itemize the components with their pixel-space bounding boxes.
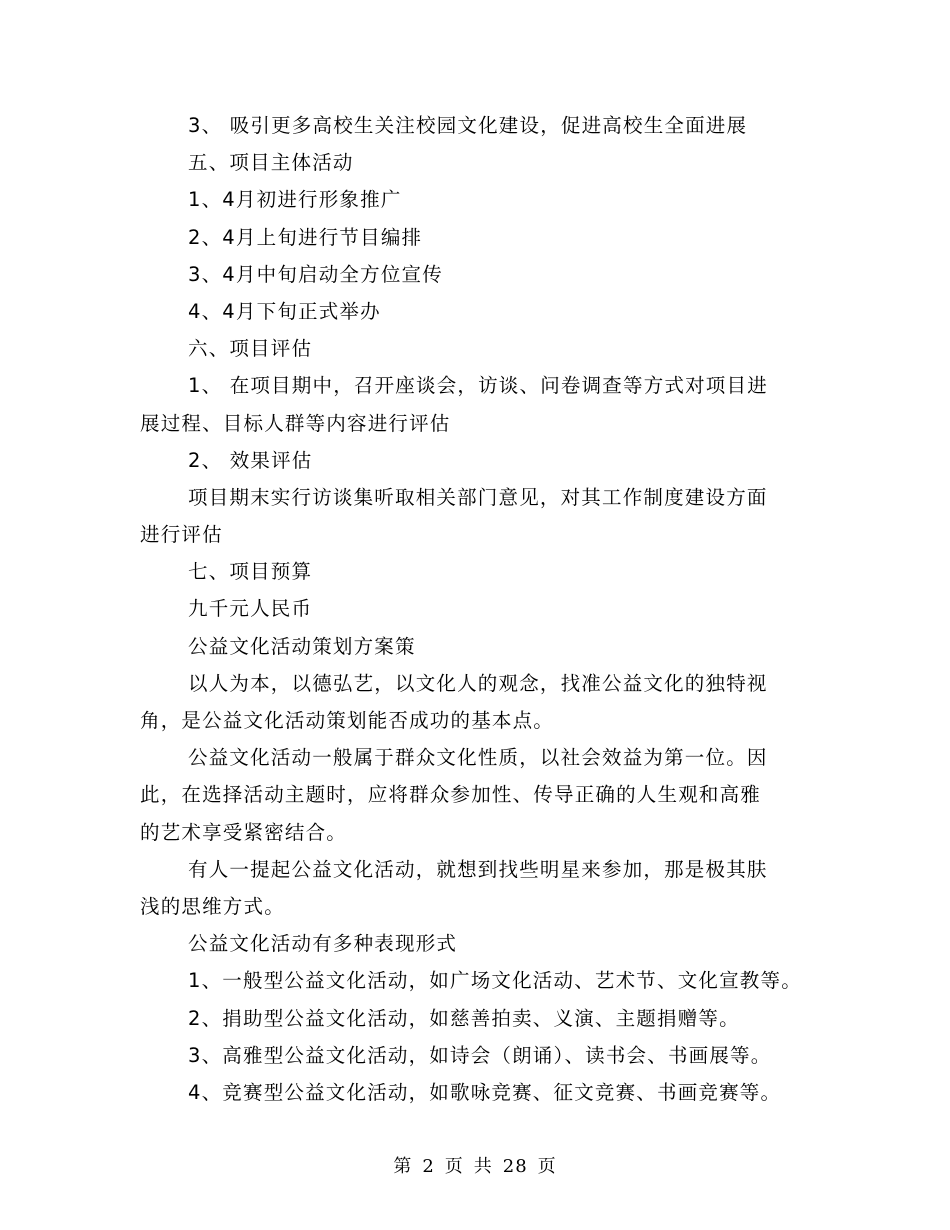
text-line: 七、项目预算 <box>188 560 313 584</box>
text-line: 公益文化活动一般属于群众文化性质，以社会效益为第一位。因 <box>188 746 768 770</box>
text-line: 展过程、目标人群等内容进行评估 <box>140 411 451 435</box>
footer-suffix: 页 <box>537 1156 557 1177</box>
text-line: 公益文化活动策划方案策 <box>188 634 416 658</box>
page-footer <box>0 1152 950 1178</box>
text-line: 的艺术享受紧密结合。 <box>140 820 348 844</box>
text-line: 六、项目评估 <box>188 337 313 361</box>
text-line: 此，在选择活动主题时，应将群众参加性、传导正确的人生观和高雅 <box>140 783 762 807</box>
text-line: 3、高雅型公益文化活动，如诗会（朗诵）、读书会、书画展等。 <box>188 1043 772 1067</box>
text-line: 九千元人民币 <box>188 597 313 621</box>
footer-current-page: 2 <box>422 1156 435 1177</box>
text-line: 3、4月中旬启动全方位宣传 <box>188 262 443 286</box>
text-line: 2、4月上旬进行节目编排 <box>188 225 423 249</box>
text-line: 以人为本，以德弘艺，以文化人的观念，找准公益文化的独特视 <box>188 671 768 695</box>
text-line: 角，是公益文化活动策划能否成功的基本点。 <box>140 709 555 732</box>
text-line: 1、 在项目期中，召开座谈会，访谈、问卷调查等方式对项目进 <box>188 374 768 398</box>
text-line: 3、 吸引更多高校生关注校园文化建设，促进高校生全面进展 <box>188 114 748 137</box>
text-line: 公益文化活动有多种表现形式 <box>188 932 458 956</box>
text-line: 五、项目主体活动 <box>188 151 354 175</box>
text-line: 4、4月下旬正式举办 <box>188 299 381 323</box>
text-line: 浅的思维方式。 <box>140 894 285 918</box>
footer-prefix: 第 <box>393 1156 413 1177</box>
document-body <box>140 107 860 1111</box>
text-line: 2、捐助型公益文化活动，如慈善拍卖、义演、主题捐赠等。 <box>188 1006 740 1030</box>
text-line: 有人一提起公益文化活动，就想到找些明星来参加，那是极其肤 <box>188 857 768 881</box>
text-line: 进行评估 <box>140 523 223 547</box>
text-line: 4、竞赛型公益文化活动，如歌咏竞赛、征文竞赛、书画竞赛等。 <box>188 1080 782 1104</box>
footer-total-pages: 28 <box>502 1156 528 1177</box>
text-line: 1、一般型公益文化活动，如广场文化活动、艺术节、文化宣教等。 <box>188 969 802 993</box>
text-line: 2、 效果评估 <box>188 448 313 472</box>
footer-page-word: 页 <box>444 1156 464 1177</box>
text-line: 1、4月初进行形象推广 <box>188 188 402 212</box>
footer-total-word: 共 <box>473 1156 493 1177</box>
text-line: 项目期末实行访谈集听取相关部门意见，对其工作制度建设方面 <box>188 485 768 509</box>
